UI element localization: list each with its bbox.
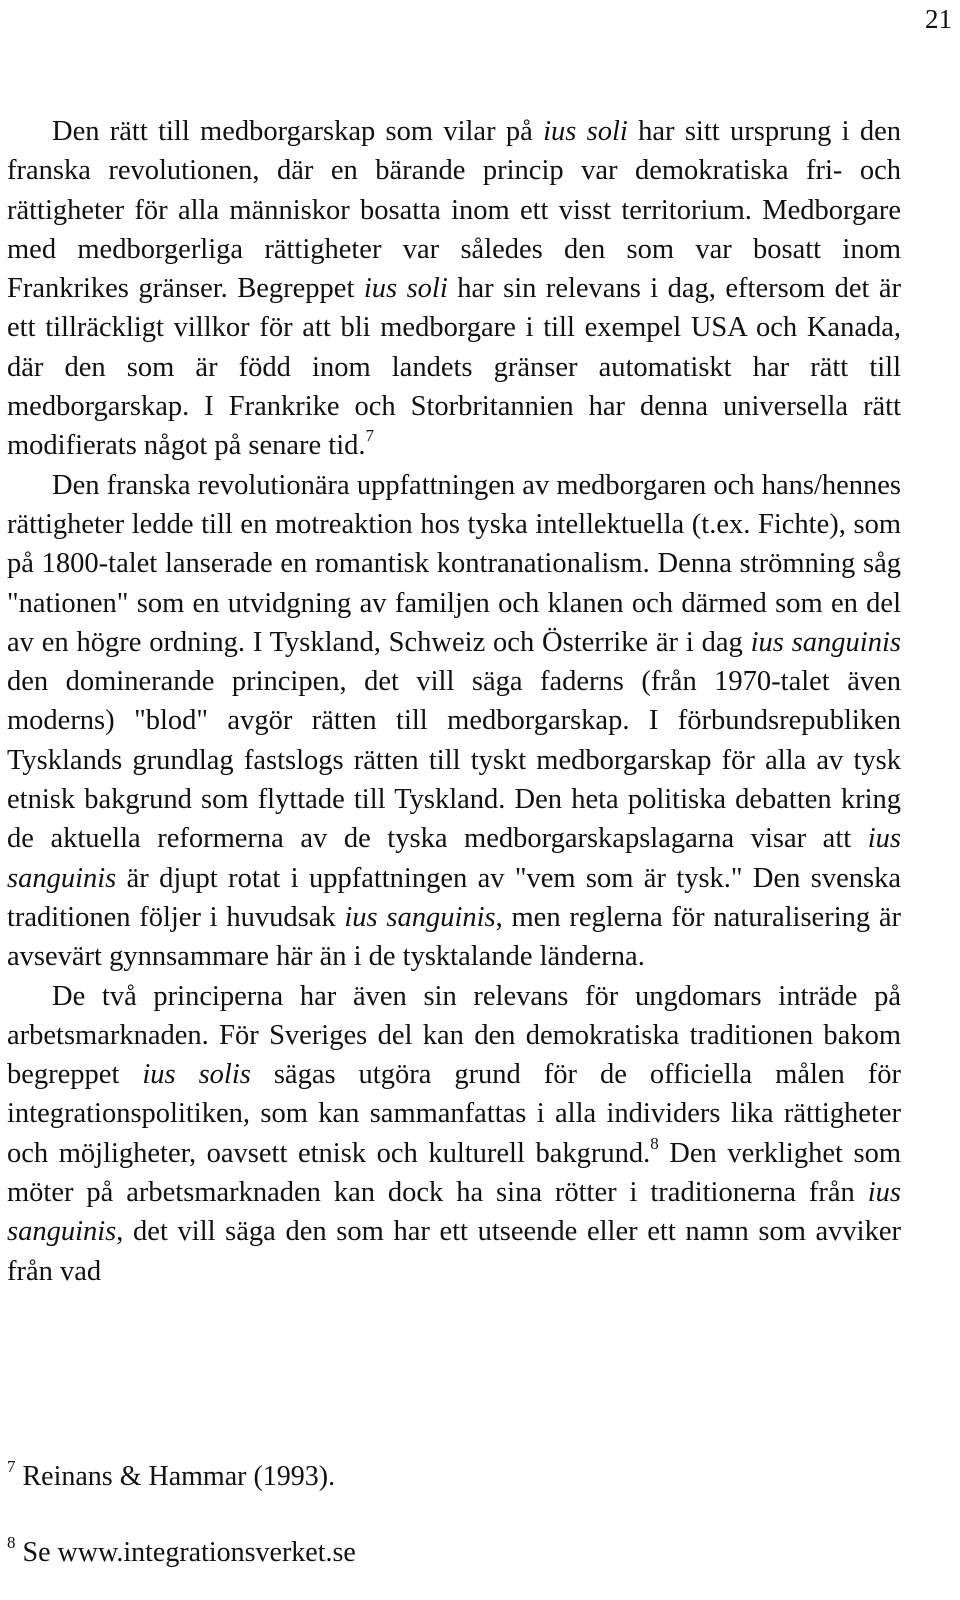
- latin-term: ius sanguinis: [7, 823, 901, 894]
- page-number: 21: [925, 4, 952, 34]
- footnote-reference: 8: [650, 1133, 659, 1153]
- footnote-marker: 7: [7, 1457, 16, 1476]
- text-run: , det vill säga den som har ett utseende eller ett namn som avviker från vad: [7, 1216, 901, 1287]
- paragraph-2: [7, 466, 901, 977]
- footnote-text: Reinans & Hammar (1993).: [22, 1461, 336, 1492]
- footnote-marker: 8: [7, 1533, 16, 1552]
- text-run: De två principerna har även sin relevans för ungdomars inträde på arbetsmarknaden. För Sveriges del kan den demokratiska traditionen bakom begreppet: [7, 980, 901, 1091]
- text-run: har sin relevans i dag, eftersom det är ett tillräckligt villkor för att bli medborgare i till exempel USA och Kanada, där den som är född inom landets gränser automatiskt har rätt till medborgarskap. I Frankrike och Storbritannien har denna universella rätt modifierats något på senare tid.: [7, 273, 902, 462]
- text-run: Den franska revolutionära uppfattningen av medborgaren och hans/hennes rättigheter ledde till en motreaktion hos tyska intellektuella (t.ex. Fichte), som på 1800-talet lanserade en romantisk kontranationalism. Denna strömning såg "nationen" som en utvidgning av familjen och klanen och därmed som en del av en högre ordning. I Tyskland, Schweiz och Österrike är i dag: [7, 469, 901, 658]
- footnote-8: [7, 1533, 356, 1570]
- text-run: är djupt rotat i uppfattningen av "vem som är tysk." Den svenska traditionen följer i huvudsak: [7, 862, 901, 933]
- latin-term: ius sanguinis: [750, 626, 901, 658]
- body-text: [7, 112, 901, 1291]
- footnote-reference: 7: [365, 426, 375, 446]
- text-run: har sitt ursprung i den franska revolutionen, där en bärande princip var demokratiska fri- och rättigheter för alla människor bosatta inom ett visst territorium. Medborgare med medborgerliga rättigheter var således den som var bosatt inom Frankrikes gränser. Begreppet: [7, 116, 901, 305]
- text-run: Den rätt till medborgarskap som vilar på: [52, 116, 544, 147]
- paragraph-3: [7, 977, 901, 1291]
- latin-term: ius sanguinis: [344, 901, 496, 933]
- latin-term: ius sanguinis: [7, 1177, 901, 1248]
- text-run: den dominerande principen, det vill säga faderns (från 1970-talet även moderns) "blod" avgör rätten till medborgarskap. I förbundsrepubliken Tysklands grundlag fastslogs rätten till tyskt medborgarskap för alla av tysk etnisk bakgrund som flyttade till Tyskland. Den heta politiska debatten kring de aktuella reformerna av de tyska medborgarskapslagarna visar att: [7, 666, 901, 855]
- paragraph-1: [7, 112, 901, 466]
- latin-term: ius soli: [543, 116, 628, 147]
- text-run: Den verklighet som möter på arbetsmarknaden kan dock ha sina rötter i traditionerna från: [7, 1137, 901, 1209]
- footnote-7: [7, 1457, 336, 1494]
- text-run: , men reglerna för naturalisering är avsevärt gynnsammare här än i de tysktalande länderna.: [7, 901, 902, 973]
- text-run: sägas utgöra grund för de officiella målen för integrationspolitiken, som kan sammanfattas i alla individers lika rättigheter och möjligheter, oavsett etnisk och kulturell bakgrund.: [7, 1059, 902, 1169]
- footnote-text: Se www.integrationsverket.se: [22, 1537, 356, 1568]
- latin-term: ius soli: [363, 273, 448, 305]
- latin-term: ius solis: [142, 1059, 251, 1091]
